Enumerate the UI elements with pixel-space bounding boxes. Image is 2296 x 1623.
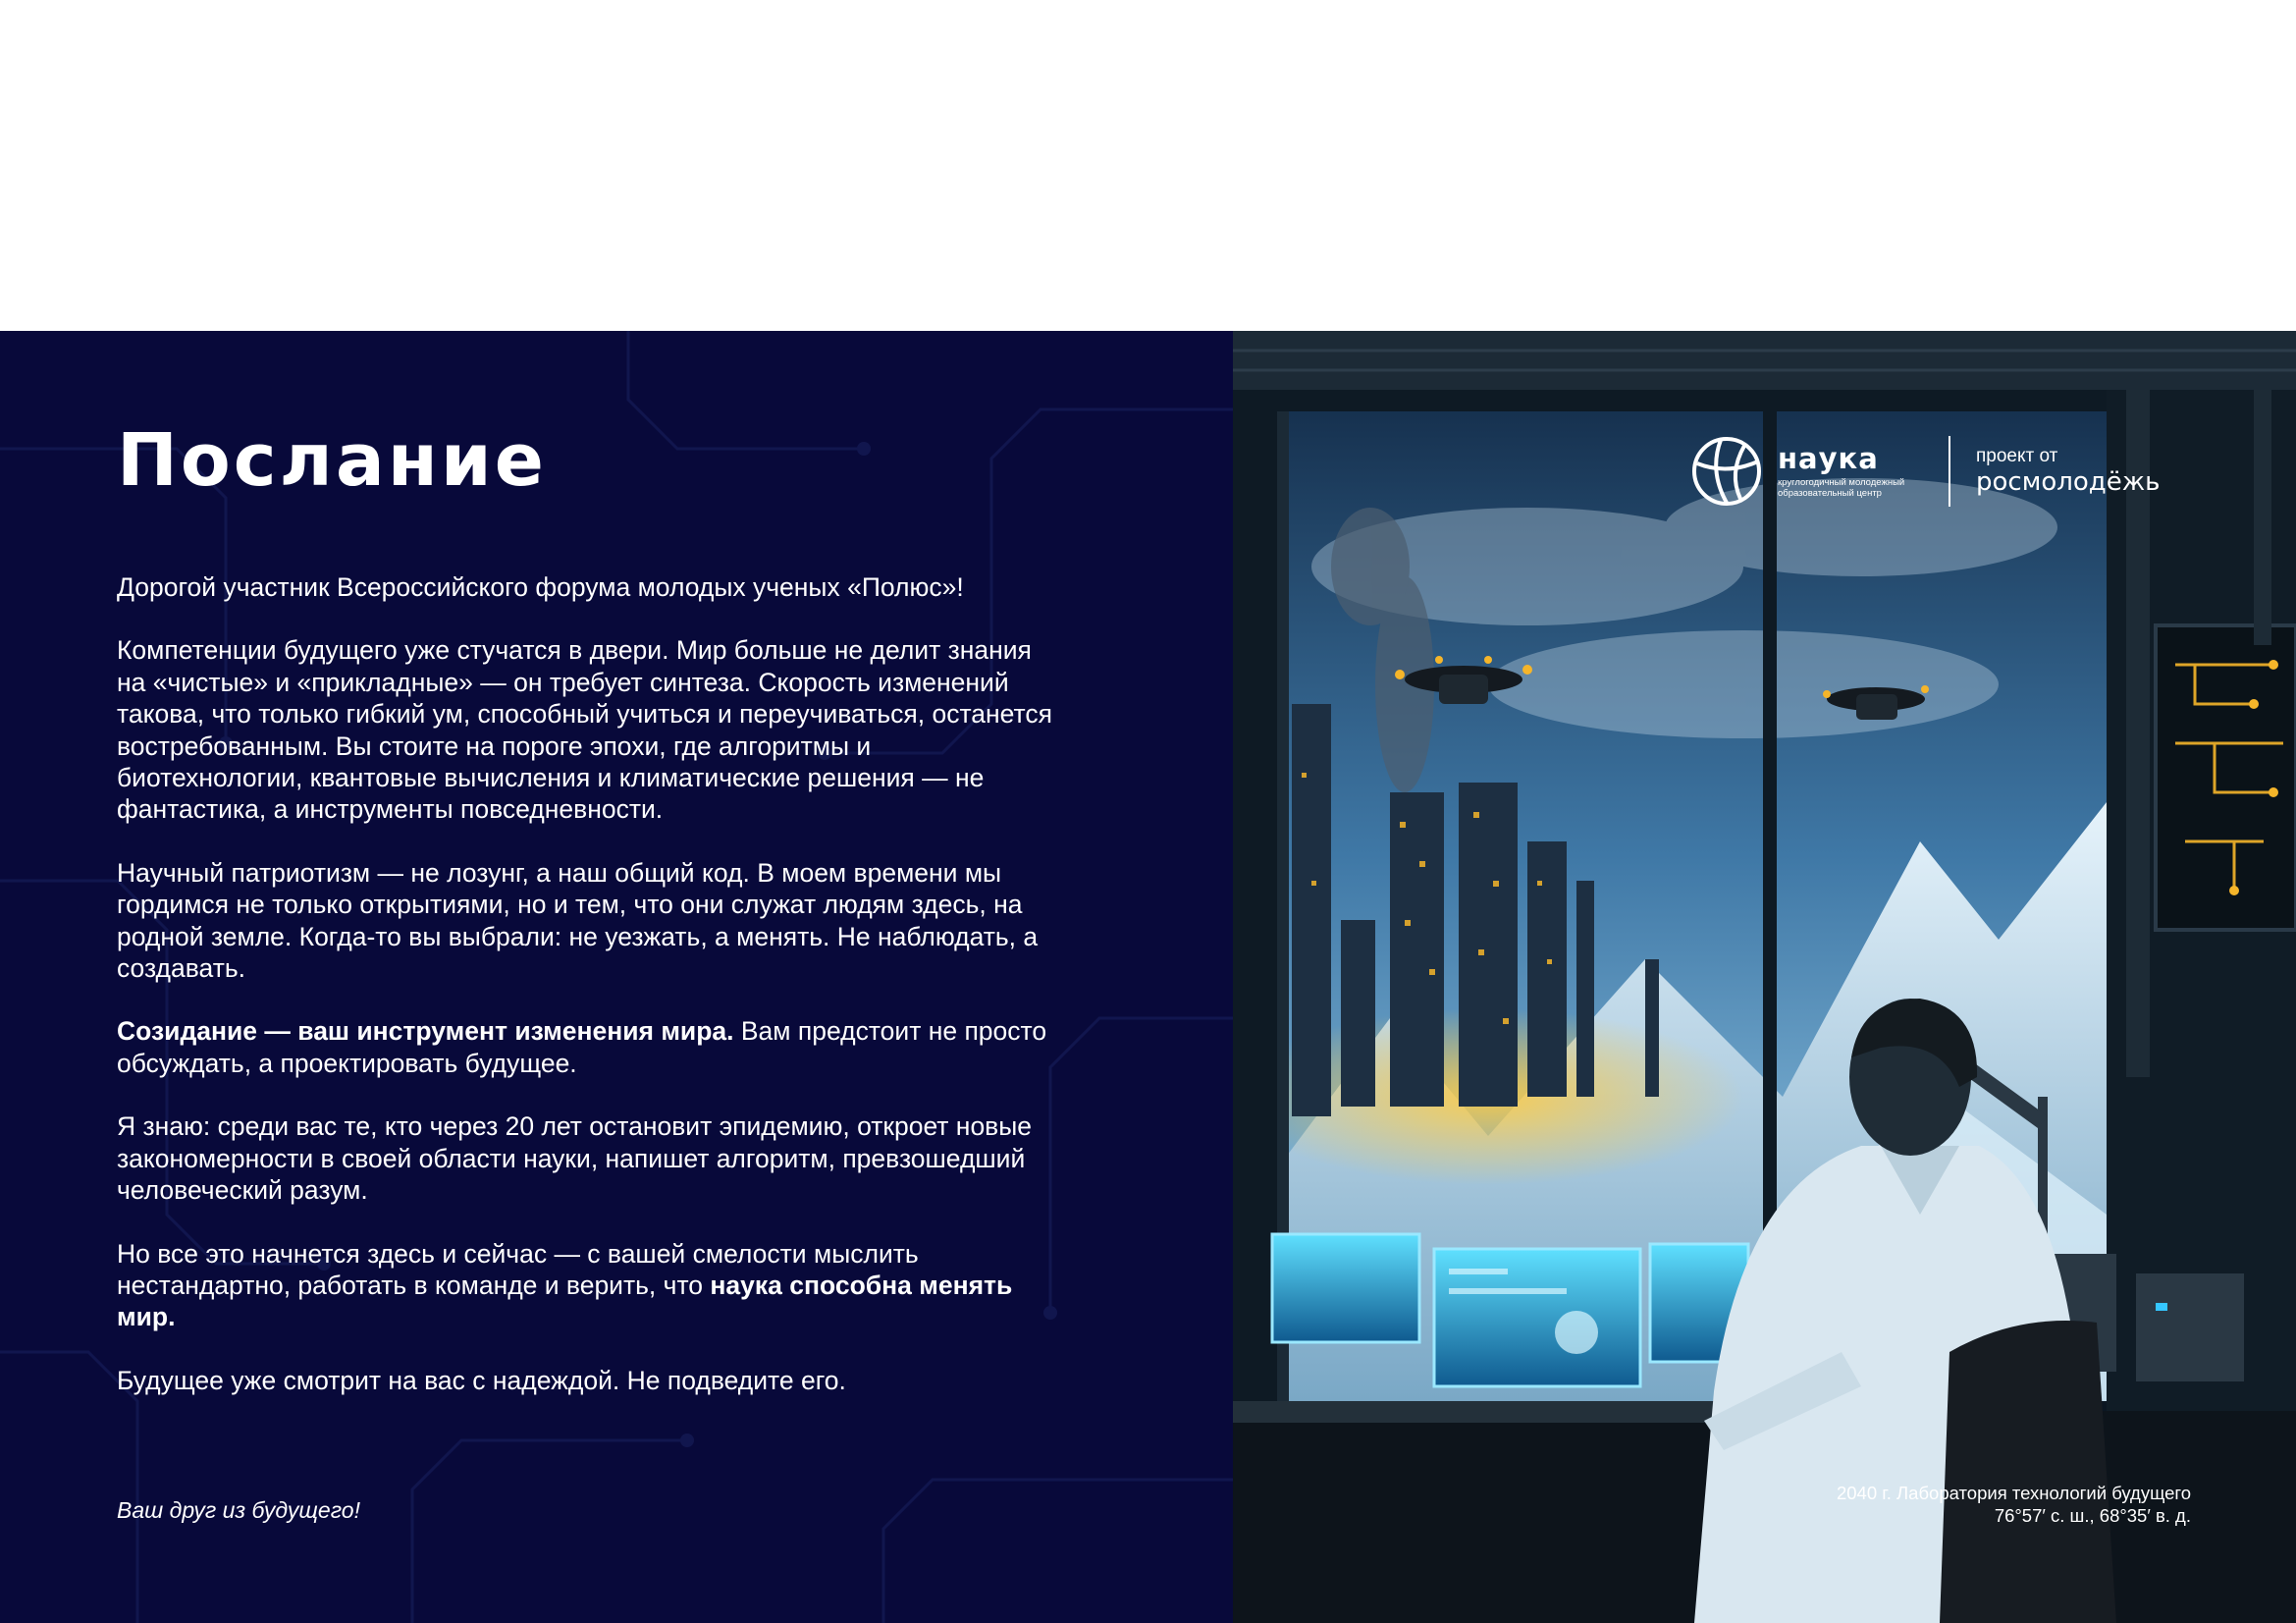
page-title: Послание (117, 418, 547, 503)
image-caption (1837, 1482, 2191, 1527)
paragraph-creation-rest: Вам предстоит не просто обсуждать, а проектировать будущее. (117, 1016, 1047, 1078)
signature: Ваш друг из будущего! (117, 1497, 360, 1523)
logo-subtitle: круглогодичный молодежный образовательный центр (1778, 476, 1905, 499)
spread (0, 331, 2296, 1623)
message-panel (0, 331, 1233, 1623)
monitor-center (1434, 1249, 1640, 1386)
paragraph-competencies: Компетенции будущего уже стучатся в двери. Мир больше не делит знания на «чистые» и «прикладные» — он требует синтеза. Скорость изменений такова, что только гибкий ум, способный учиться и переучиваться, останется востребованным. Вы стоите на пороге эпохи, где алгоритмы и биотехнологии, квантовые вычисления и климатические решения — не фантастика, а инструменты повседневности. (117, 635, 1052, 825)
message-body (117, 571, 1059, 1428)
paragraph-creation (117, 1015, 1059, 1079)
globe-logo-icon (1689, 434, 1764, 509)
greeting: Дорогой участник Всероссийского форума молодых ученых «Полюс»! (117, 572, 964, 602)
illustration-panel (1233, 331, 2296, 1623)
paragraph-here-and-now (117, 1238, 1059, 1333)
logo-divider (1949, 436, 1950, 507)
monitor-left (1272, 1234, 1419, 1342)
paragraph-here-and-now-bold: наука способна менять мир. (117, 1270, 1013, 1332)
paragraph-here-and-now-start: Но все это начнется здесь и сейчас — с вашей смелости мыслить нестандартно, работать в команде и верить, что (117, 1238, 919, 1300)
paragraph-future-scientists: Я знаю: среди вас те, кто через 20 лет остановит эпидемию, откроет новые закономерности в своей области науки, напишет алгоритм, превзошедший человеческий разум. (117, 1111, 1033, 1206)
logo-text (1778, 441, 1925, 499)
partner-name: росмолодёжь (1976, 467, 2161, 497)
partner-prefix: проект от (1976, 446, 2058, 466)
logo-name: наука (1778, 441, 1879, 475)
paragraph-patriotism: Научный патриотизм — не лозунг, а наш общий код. В моем времени мы гордимся не только открытиями, но и тем, что они служат людям здесь, на родной земле. Когда-то вы выбрали: не уезжать, а менять. Не наблюдать, а создавать. (117, 857, 1039, 984)
paragraph-closing: Будущее уже смотрит на вас с надеждой. Не подведите его. (117, 1365, 846, 1395)
caption-line-1: 2040 г. Лаборатория технологий будущего (1836, 1483, 2191, 1503)
lab-illustration (1233, 331, 2296, 1623)
partner-logo (1976, 446, 2160, 497)
caption-line-2: 76°57′ с. ш., 68°35′ в. д. (1994, 1505, 2191, 1526)
header-logos (1689, 434, 2160, 509)
paragraph-creation-bold: Созидание — ваш инструмент изменения мира. (117, 1016, 734, 1047)
